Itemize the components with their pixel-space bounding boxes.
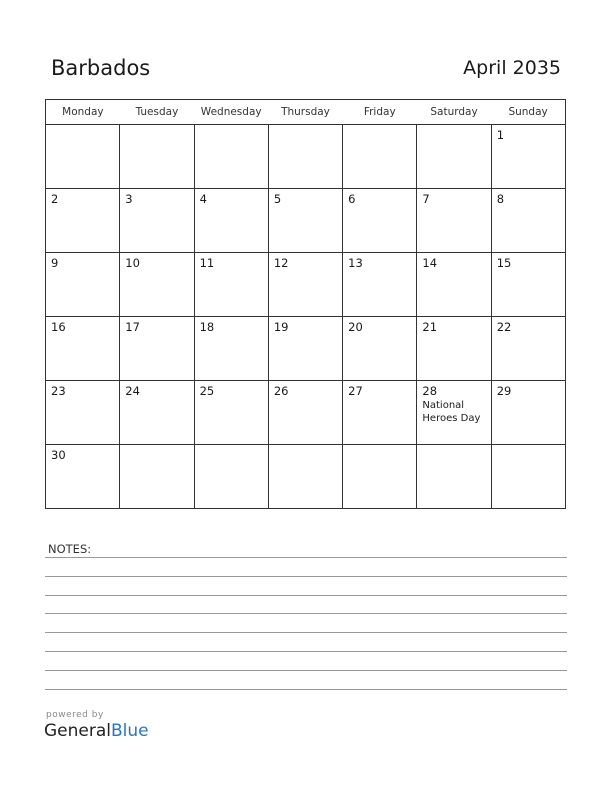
calendar-week-row — [46, 317, 566, 381]
calendar-day-cell — [194, 253, 268, 317]
day-number: 17 — [125, 320, 140, 334]
note-line — [45, 557, 567, 558]
day-number: 11 — [199, 256, 215, 270]
day-number: 18 — [199, 320, 215, 334]
holiday-label: National Heroes Day — [422, 400, 481, 424]
day-number: 28 — [422, 384, 438, 398]
calendar-day-cell — [417, 317, 491, 381]
calendar-day-cell — [268, 253, 342, 317]
calendar-day-cell — [417, 125, 491, 189]
calendar-week-row — [46, 445, 566, 509]
calendar-day-cell — [194, 445, 268, 509]
brand-logo — [44, 721, 149, 741]
calendar-month-title: April 2035 — [463, 57, 561, 79]
day-number: 9 — [51, 256, 59, 270]
day-number: 8 — [496, 192, 505, 206]
calendar-day-cell — [491, 253, 565, 317]
day-number: 5 — [273, 192, 282, 206]
powered-by-text: powered by — [46, 710, 104, 720]
weekday-header: Sunday — [491, 100, 565, 125]
day-number: 3 — [125, 192, 133, 206]
calendar-day-cell — [46, 189, 120, 253]
day-number: 20 — [348, 320, 363, 334]
note-line — [45, 576, 567, 577]
calendar-day-cell — [491, 189, 565, 253]
brand-blue: Blue — [111, 721, 149, 741]
calendar-day-cell — [120, 381, 194, 445]
calendar-day-cell — [491, 317, 565, 381]
note-line — [45, 689, 567, 690]
day-number: 2 — [51, 192, 59, 206]
calendar-day-cell — [194, 125, 268, 189]
calendar-day-cell — [343, 189, 417, 253]
day-number: 4 — [199, 192, 207, 206]
calendar-day-cell — [268, 381, 342, 445]
weekday-header: Friday — [343, 100, 417, 125]
calendar-day-cell — [120, 317, 194, 381]
calendar-day-cell — [46, 445, 120, 509]
calendar-day-cell — [46, 381, 120, 445]
calendar-day-cell — [268, 125, 342, 189]
day-number: 7 — [422, 192, 430, 206]
weekday-header: Monday — [46, 100, 120, 125]
day-number: 27 — [348, 384, 363, 398]
day-number: 15 — [496, 256, 512, 270]
calendar-day-cell — [343, 253, 417, 317]
calendar-day-cell — [46, 125, 120, 189]
note-line — [45, 670, 567, 671]
calendar-week-row — [46, 189, 566, 253]
calendar-week-row — [46, 125, 566, 189]
calendar-day-cell — [268, 317, 342, 381]
day-number: 10 — [125, 256, 140, 270]
calendar-grid — [45, 99, 566, 509]
calendar-day-cell — [491, 125, 565, 189]
day-number: 12 — [273, 256, 289, 270]
calendar-day-cell — [120, 125, 194, 189]
weekday-header: Saturday — [417, 100, 491, 125]
note-line — [45, 613, 567, 614]
note-line — [45, 595, 567, 596]
brand-general: General — [44, 721, 111, 741]
weekday-header: Thursday — [268, 100, 342, 125]
calendar-day-cell — [417, 253, 491, 317]
day-number: 23 — [51, 384, 66, 398]
calendar-day-cell — [417, 445, 491, 509]
day-number: 24 — [125, 384, 140, 398]
weekday-header: Wednesday — [194, 100, 268, 125]
calendar-day-cell — [491, 381, 565, 445]
day-number: 29 — [496, 384, 512, 398]
calendar-day-cell — [46, 317, 120, 381]
calendar-day-cell — [268, 445, 342, 509]
calendar-day-cell — [343, 125, 417, 189]
calendar-day-cell — [194, 189, 268, 253]
day-number: 13 — [348, 256, 363, 270]
note-line — [45, 651, 567, 652]
day-number: 26 — [273, 384, 289, 398]
calendar-day-cell — [343, 381, 417, 445]
day-number: 25 — [199, 384, 215, 398]
calendar-day-cell — [417, 381, 491, 445]
notes-label: NOTES: — [48, 542, 92, 556]
weekday-header-row — [46, 100, 566, 125]
calendar-week-row — [46, 381, 566, 445]
weekday-header: Tuesday — [120, 100, 194, 125]
calendar-day-cell — [194, 317, 268, 381]
calendar-week-row — [46, 253, 566, 317]
calendar-day-cell — [46, 253, 120, 317]
calendar-day-cell — [268, 189, 342, 253]
day-number: 1 — [496, 128, 505, 142]
calendar-day-cell — [120, 189, 194, 253]
calendar-day-cell — [343, 445, 417, 509]
day-number: 14 — [422, 256, 438, 270]
calendar-day-cell — [194, 381, 268, 445]
day-number: 19 — [273, 320, 289, 334]
day-number: 22 — [496, 320, 512, 334]
calendar-day-cell — [120, 445, 194, 509]
day-number: 30 — [51, 448, 66, 462]
calendar-day-cell — [417, 189, 491, 253]
note-line — [45, 632, 567, 633]
day-number: 16 — [51, 320, 66, 334]
day-number: 21 — [422, 320, 438, 334]
calendar-day-cell — [120, 253, 194, 317]
calendar-day-cell — [491, 445, 565, 509]
calendar-day-cell — [343, 317, 417, 381]
calendar-country-title: Barbados — [51, 56, 151, 80]
day-number: 6 — [348, 192, 356, 206]
